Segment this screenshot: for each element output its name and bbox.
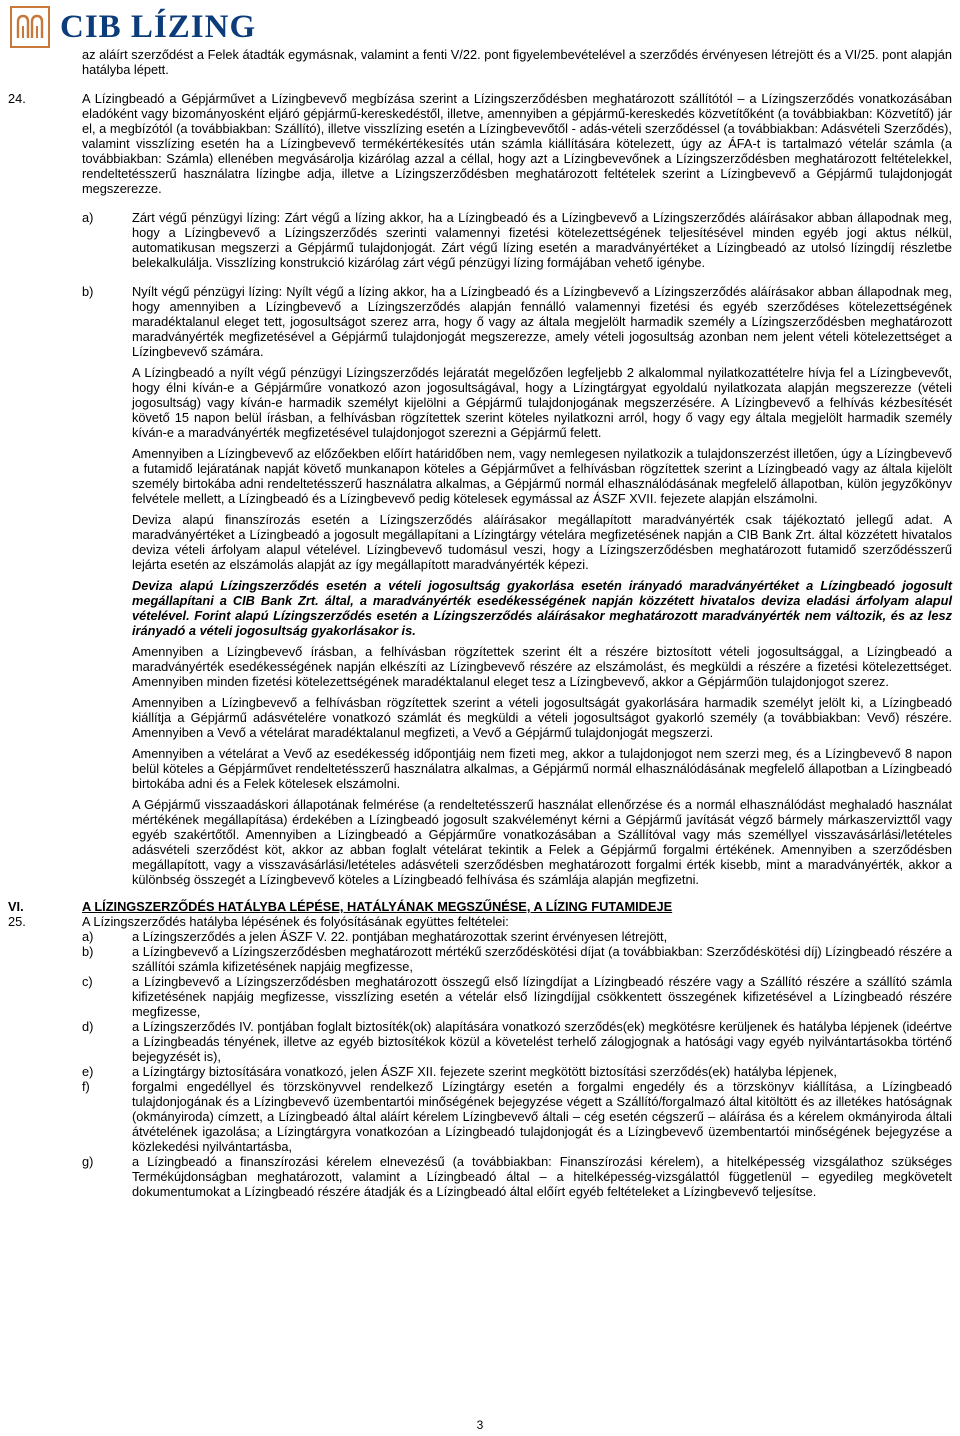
item-b-paragraph: Deviza alapú finanszírozás esetén a Lízingszerződés aláírásakor megállapított maradványérték csak tájékoztató jellegű adat. A maradványértéket a Lízingbeadó a jogosult megállapítani a Lízingtárgy vételára megfizetésének napján a CIB Bank Zrt. által közzétett hivatalos deviza vételi árfolyam alapul vételével. Lízingbevevő tudomásul veszi, hogy a Lízingszerződésben meghatározott futamidő szerződésszerű lejárta esetén az elszámolás alapját az így megállapított maradványérték képezi. (132, 512, 952, 572)
logo-text: CIB LÍZING (60, 8, 257, 45)
list-item (82, 1154, 952, 1199)
list-item (82, 944, 952, 974)
list-item (82, 974, 952, 1019)
item-label: a) (82, 929, 94, 944)
item-label: c) (82, 974, 93, 989)
item-text: a Lízingbevevő a Lízingszerződésben meghatározott összegű első lízingdíjat a Lízingbeadó részére vagy a Szállító részére a szállító számla kifizetésének napjáig megfizesse, visszlízing esetén a vételár első lízingdíjjal csökkentett összegének kifizetésével a Lízingbeadó részére megfizesse, (132, 974, 952, 1019)
paragraph-number: 25. (8, 914, 26, 929)
item-label: e) (82, 1064, 94, 1079)
list-item (82, 929, 952, 944)
item-label: f) (82, 1079, 90, 1094)
item-b-paragraph: A Gépjármű visszaadáskori állapotának felmérése (a rendeltetésszerű használat ellenőrzése és a normál elhasználódást meghaladó használat mértékének megállapítása) érdekében a Lízingbeadó jogosult szakvéleményt kérni a Gépjármű javítását végző bármely márkaszervizttől vagy egyéb szakértőtől. Amennyiben a Lízingbeadó a Gépjárműre vonatkozásában a Szállítóval vagy más személlyel visszavásárlási/letételes adásvételi szerződést köt, akkor az abban foglalt vételárat tekintik a Felek a Gépjármű forgalmi értékének. Amennyiben a szerződésben megállapított, vagy a visszavásárlási/letételes adásvételi szerződésben meghatározott forgalmi érték kisebb, mint a maradványérték, akkor a különbség összegét a Lízingbevevő köteles a Lízingbeadó felhívása és számlája alapján megfizetni. (132, 797, 952, 887)
item-b-paragraph: A Lízingbeadó a nyílt végű pénzügyi Lízingszerződés lejáratát megelőzően legfeljebb 2 alkalommal nyilatkozattételre hívja fel a Lízingbevevőt, hogy élni kíván-e a Gépjárműre vonatkozó azon jogosultságával, hogy a Lízingtárgyat egyoldalú nyilatkozata alapján megszerezze (vételi jogosultság) vagy kíván-e harmadik személyt kijelölni a Gépjármű tulajdonjogának megszerzésére. A Lízingbevevő a felhívás kézbesítését követő 15 napon belül írásban, a felhívásban rögzítettek szerint köteles nyilatkozni arról, hogy ő vagy egy általa megjelölt harmadik személy kíván-e a maradványérték megfizetésével tulajdonjogot szerezni a Gépjármű felett. (132, 365, 952, 440)
item-text: a Lízingbeadó a finanszírozási kérelem elnevezésű (a továbbiakban: Finanszírozási kérelem), a hitelképesség vizsgálathoz szükséges Termékújdonságban meghatározott, valamint a Lízingbeadó által – a hitelképesség-vizsgálattól függetlenül – egyedileg megkövetelt dokumentumokat a Lízingbeadó részére átadják és a Lízingbeadó által előírt egyéb feltételeket a Lízingbevevő teljesítse. (132, 1154, 952, 1199)
item-text: forgalmi engedéllyel és törzskönyvvel rendelkező Lízingtárgy esetén a forgalmi engedély és a törzskönyv kiállítása, a Lízingbeadó tulajdonjogának és a Lízingbevevő üzembentartói minőségének bejegyzése végett a Szállító/forgalmazó által kitöltött és az illetékes hatóságnak (okmányiroda) címzett, a Lízingbeadó által aláírt kérelem Lízingbevevő általi – cég esetén cégszerű – aláírása és a kérelem okmányiroda általi átvételének igazolása; a Lízingtárgyra vonatkozóan a Lízingbeadó tulajdonjogát és a Lízingbevevő üzembentartói minőségének bejegyzése a közlekedési nyilvántartásba, (132, 1079, 952, 1154)
top-paragraph: az aláírt szerződést a Felek átadták egymásnak, valamint a fenti V/22. pont figyelembevételével a szerződés érvényesen létrejött és a VI/25. pont alapján hatályba lépett. (82, 47, 952, 77)
paragraph-intro: A Lízingszerződés hatályba lépésének és folyósításának együttes feltételei: (82, 914, 509, 929)
item-text: a Lízingbevevő a Lízingszerződésben meghatározott mértékű szerződéskötési díjat (a továbbiakban: Szerződéskötési díj) Lízingbeadó részére a szállítói számla kifizetésének napjáig megfizesse, (132, 944, 952, 974)
item-b-paragraph: Amennyiben a vételárat a Vevő az esedékesség időpontjáig nem fizeti meg, akkor a tulajdonjogot nem szerzi meg, és a Lízingbevevő 8 napon belül köteles a Gépjárművet rendeltetésszerű használatra alkalmas, a Gépjármű normál elhasználódásának megfelelő állapotban a Lízingbeadó birtokába adni és a Felek kötelesek elszámolni. (132, 746, 952, 791)
item-text: a Lízingszerződés IV. pontjában foglalt biztosíték(ok) alapítására vonatkozó szerződés(ek) megkötésre kerüljenek és hatályba lépjenek (ideértve a Lízingbeadás tényének, illetve az egyéb biztosítékok közül a követelést terhelő zálogjognak a hatósági vagy egyéb nyilvántartásokba történő bejegyzését is), (132, 1019, 952, 1064)
item-b-content (132, 284, 952, 893)
item-b-paragraph: Amennyiben a Lízingbevevő az előzőekben előírt határidőben nem, vagy nemlegesen nyilatkozik a tulajdonszerzést illetően, úgy a Lízingbevevő a futamidő lejáratának napját követő munkanapon köteles a Gépjárművet a felhívásban rögzítettek szerint a Lízingbeadó vagy az általa kijelölt személy birtokába adni rendeltetésszerű használatra alkalmas, a Gépjármű normál elhasználódásának megfelelő állapotban, külön jegyzőkönyv felvétele mellett, a Lízingbeadó és a Lízingbevevő pedig kötelesek egymással az ÁSZF XVII. fejezete alapján elszámolni. (132, 446, 952, 506)
document-body (0, 47, 960, 1199)
paragraph-24 (0, 91, 960, 196)
list-item-a (82, 210, 952, 270)
item-label: d) (82, 1019, 94, 1034)
item-b-paragraph: Amennyiben a Lízingbevevő a felhívásban rögzítettek szerint a vételi jogosultságát gyakorlására harmadik személyt jelölt ki, a Lízingbeadó kiállítja a Gépjármű adásvételére vonatkozó számlát és megküldi a vételi jogosultságot gyakorló személy (a továbbiakban: Vevő) részére. Amennyiben a Vevő a vételárat maradéktalanul megfizeti, a Vevő a Gépjármű tulajdonjogát megszerzi. (132, 695, 952, 740)
item-label: a) (82, 210, 94, 225)
item-label: g) (82, 1154, 94, 1169)
item-b-paragraph: Nyílt végű pénzügyi lízing: Nyílt végű a lízing akkor, ha a Lízingbeadó és a Lízingbevevő a Lízingszerződés aláírásakor abban állapodnak meg, hogy amennyiben a Lízingbevevő a Lízingszerződés alapján fennálló valamennyi fizetési és egyéb szerződéses kötelezettségének maradéktalanul eleget tett, jogosultságot szerez arra, hogy ő vagy az általa megjelölt harmadik személy a Lízingszerződésben meghatározott maradványérték megfizetésével a Gépjármű tulajdonjogát megszerezze, amely vételi jogosultság azonban nem jelent vételi kötelezettséget a Lízingbevevő számára. (132, 284, 952, 359)
item-text: a Lízingtárgy biztosítására vonatkozó, jelen ÁSZF XII. fejezete szerint megkötött biztosítási szerződés(ek) hatályba lépjenek, (132, 1064, 837, 1079)
list-item-b (82, 284, 952, 893)
item-b-paragraph: Amennyiben a Lízingbevevő írásban, a felhívásban rögzítettek szerint élt a részére biztosított vételi jogosultsággal, a Lízingbeadó a maradványérték esedékességének napján elkészíti az Lízingbevevő részére az elszámolást, és megküldi a részére a fizetési kötelezettséget. Amennyiben minden fizetési kötelezettségének maradéktalanul eleget tesz a Lízingbevevő, akkor a Gépjárműön tulajdonjogot szerez. (132, 644, 952, 689)
paragraph-text: A Lízingbeadó a Gépjárművet a Lízingbevevő megbízása szerint a Lízingszerződésben meghatározott szállítótól – a Lízingszerződés vonatkozásában eladóként vagy bizományosként eljáró gépjármű-kereskedéstől, illetve, amennyiben a gépjármű-kereskedés közvetítőként (a továbbiakban: Közvetítő) jár el, a megbízótól (a továbbiakban: Szállító), illetve visszlízing esetén a Lízingbevevőtől - adás-vételi szerződéssel (a továbbiakban: Adásvételi Szerződés), valamint visszlízing esetén ha a Lízingbevevő termékértékesítés után számla kiállítására kötelezett, úgy az ÁFA-t is tartalmazó vételár számla (a továbbiakban: Számla) ellenében megvásárolja kizárólag azzal a céllal, hogy azt a Lízingbevevőnek a Lízingszerződésben meghatározott feltételekkel, rendeltetésszerű használatra lízingbe adja, illetve a Lízingszerződésben meghatározott feltételek szerint a Lízingbevevő a Gépjármű tulajdonjogát megszerezze. (82, 91, 952, 196)
list-item (82, 1079, 952, 1154)
item-label: b) (82, 944, 94, 959)
section-number: VI. (8, 899, 24, 914)
list-item (82, 1019, 952, 1064)
paragraph-25 (0, 914, 960, 929)
cib-lizing-logo (10, 6, 256, 48)
section-title: A LÍZINGSZERZŐDÉS HATÁLYBA LÉPÉSE, HATÁLYÁNAK MEGSZŰNÉSE, A LÍZING FUTAMIDEJE (82, 899, 673, 914)
item-text: Zárt végű pénzügyi lízing: Zárt végű a lízing akkor, ha a Lízingbeadó és a Lízingbevevő a Lízingszerződés aláírásakor abban állapodnak meg, hogy a Lízingbevevő a Lízingszerződés szerinti valamennyi fizetési kötelezettségének teljesítésével minden egyéb jogi aktus nélkül, automatikusan megszerzi a Gépjármű tulajdonjogát. Zárt végű lízing esetén a maradványértéket a Lízingbeadó az utolsó lízingdíj részletbe belekalkulálja. Visszlízing konstrukció kizárólag zárt végű pénzügyi lízing formájában vehető igénybe. (132, 210, 952, 270)
section-heading (0, 899, 960, 914)
item-text: a Lízingszerződés a jelen ÁSZF V. 22. pontjában meghatározottak szerint érvényesen létrejött, (132, 929, 668, 944)
paragraph-number: 24. (8, 91, 26, 106)
item-b-bold-paragraph: Deviza alapú Lízingszerződés esetén a vételi jogosultság gyakorlása esetén irányadó maradványértéket a Lízingbeadó jogosult megállapítani a CIB Bank Zrt. által, a maradványérték esedékességének napján közzétett hivatalos deviza eladási árfolyam alapul vételével. Forint alapú Lízingszerződés esetén a Lízingszerződés aláírásakor meghatározott maradványérték nem változik, és az lesz irányadó a vételi jogosultság gyakorlásakor is. (132, 578, 952, 638)
item-label: b) (82, 284, 94, 299)
page-number: 3 (476, 1418, 484, 1432)
cib-logo-icon (10, 6, 50, 48)
list-item (82, 1064, 952, 1079)
